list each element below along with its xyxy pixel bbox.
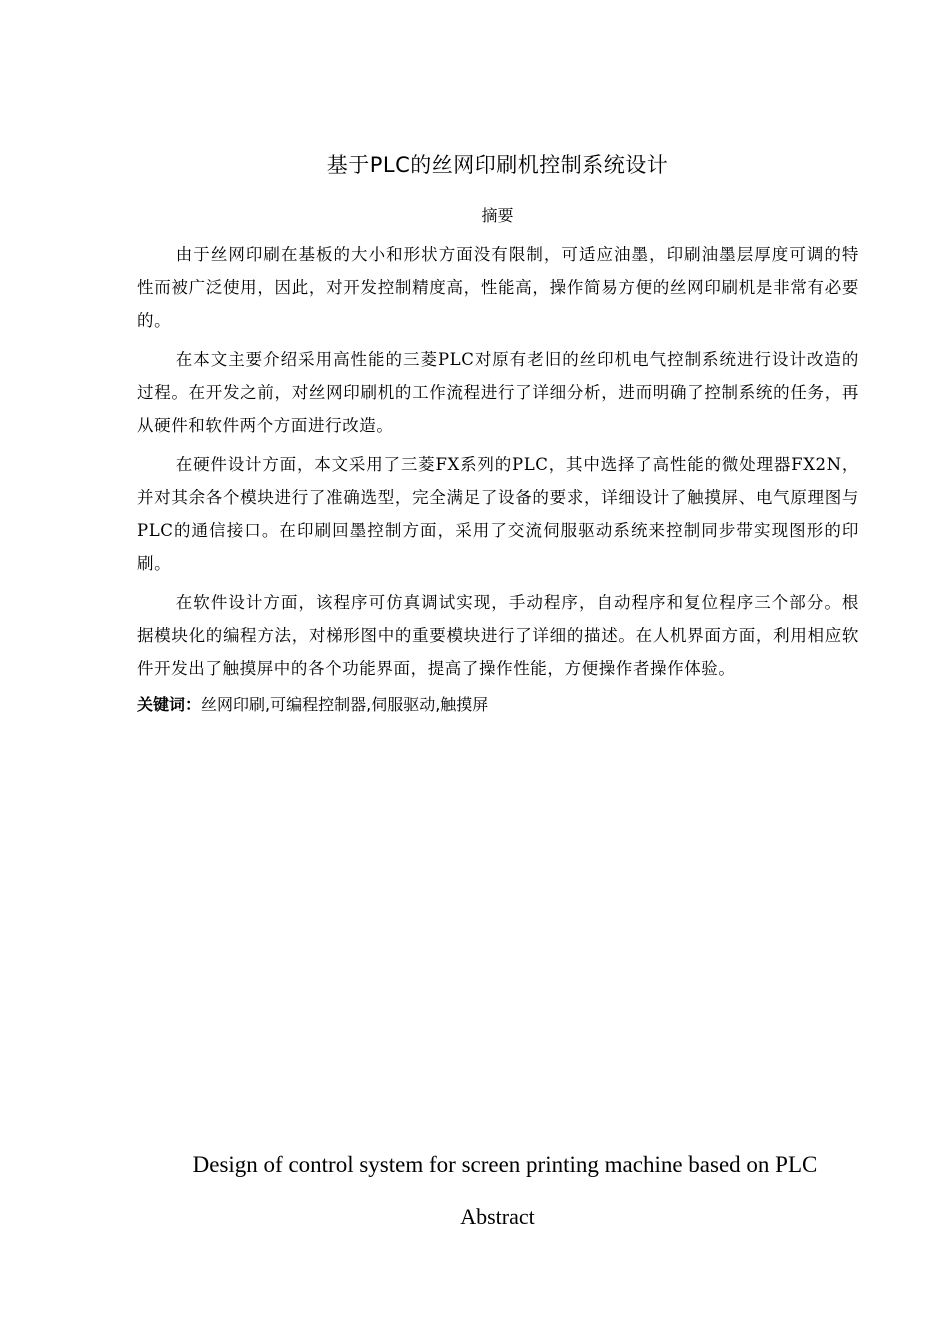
abstract-body — [137, 238, 859, 719]
abstract-paragraph: 在本文主要介绍采用高性能的三菱PLC对原有老旧的丝印机电气控制系统进行设计改造的过程。在开发之前，对丝网印刷机的工作流程进行了详细分析，进而明确了控制系统的任务，再从硬件和软件两个方面进行改造。 — [137, 350, 859, 435]
abstract-paragraph: 在软件设计方面，该程序可仿真调试实现，手动程序，自动程序和复位程序三个部分。根据模块化的编程方法，对梯形图中的重要模块进行了详细的描述。在人机界面方面，利用相应软件开发出了触摸屏中的各个功能界面，提高了操作性能，方便操作者操作体验。 — [137, 593, 859, 678]
abstract-heading-cn: 摘要 — [481, 206, 514, 225]
keywords-label: 关键词： — [137, 695, 202, 714]
keywords-line — [137, 691, 859, 719]
document-title-en: Design of control system for screen printing machine based on PLC — [192, 1152, 818, 1177]
abstract-heading-en: Abstract — [460, 1204, 535, 1229]
document-title-cn: 基于PLC的丝网印刷机控制系统设计 — [326, 153, 669, 177]
abstract-paragraph: 由于丝网印刷在基板的大小和形状方面没有限制，可适应油墨，印刷油墨层厚度可调的特性而被广泛使用，因此，对开发控制精度高，性能高，操作简易方便的丝网印刷机是非常有必要的。 — [137, 245, 859, 330]
abstract-paragraph: 在硬件设计方面，本文采用了三菱FX系列的PLC，其中选择了高性能的微处理器FX2N，并对其余各个模块进行了准确选型，完全满足了设备的要求，详细设计了触摸屏、电气原理图与PLC的通信接口。在印刷回墨控制方面，采用了交流伺服驱动系统来控制同步带实现图形的印刷。 — [137, 455, 859, 573]
keywords-value: 丝网印刷,可编程控制器,伺服驱动,触摸屏 — [201, 695, 489, 714]
